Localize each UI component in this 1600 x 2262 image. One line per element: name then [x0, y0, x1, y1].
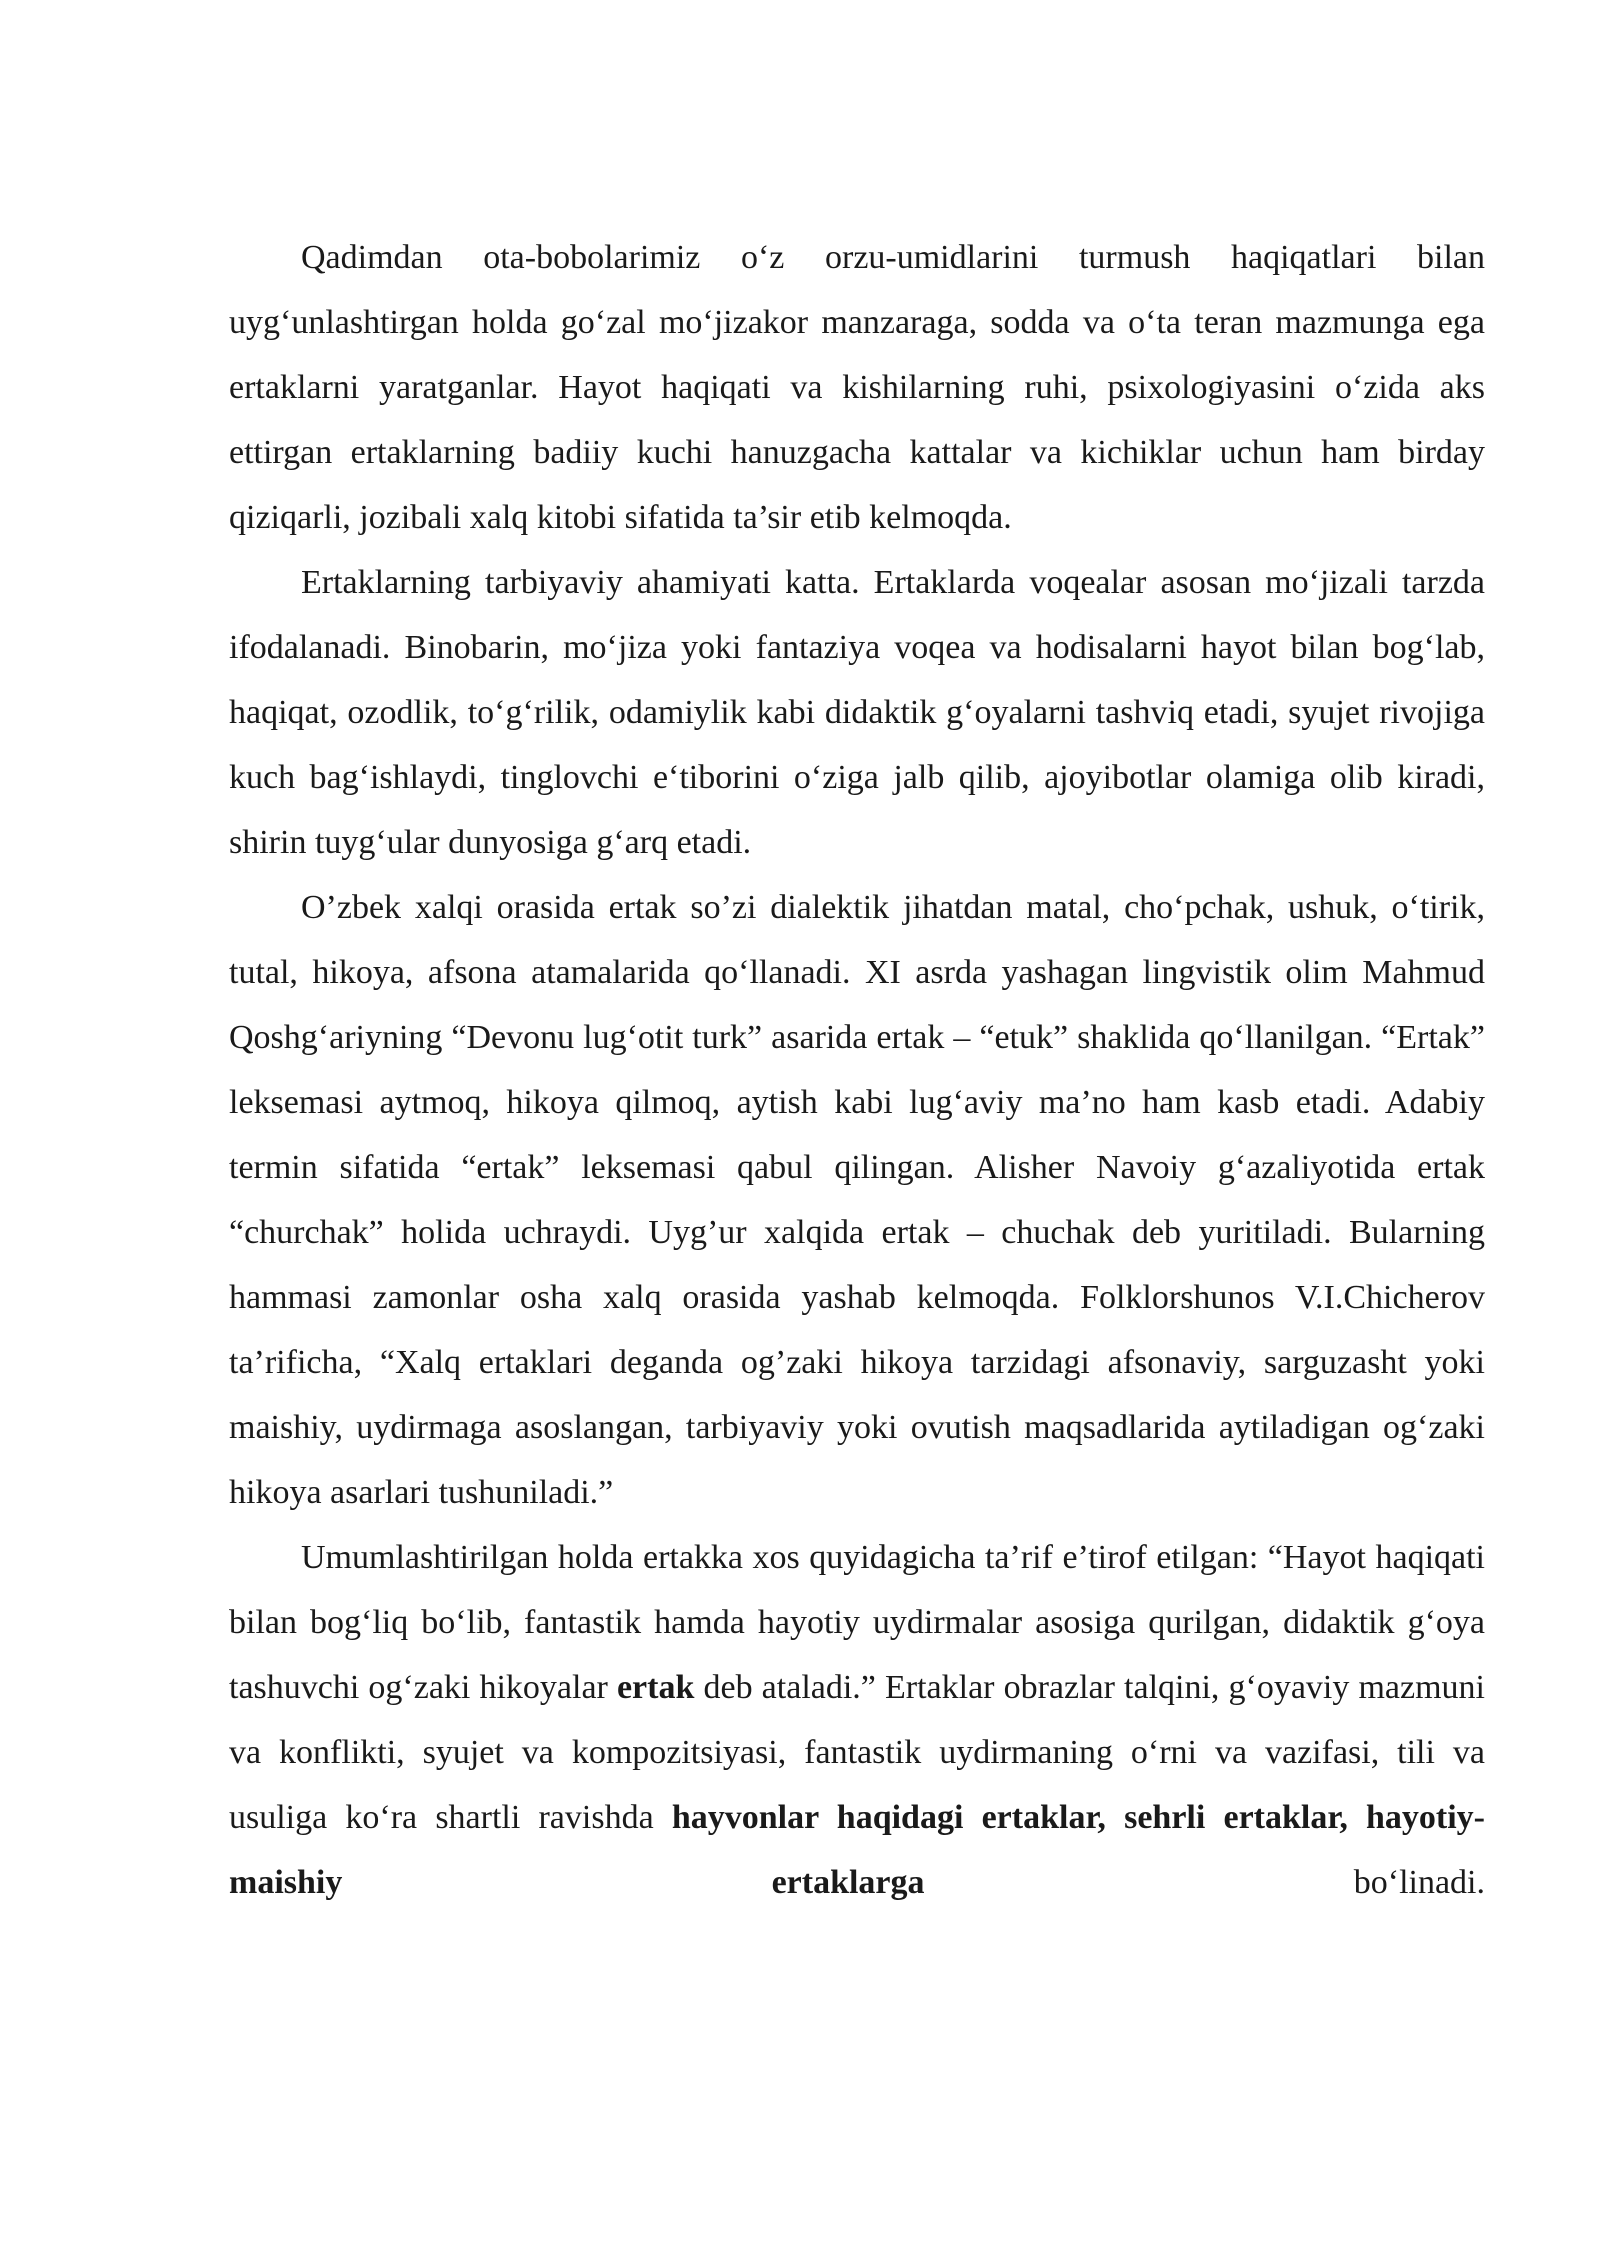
paragraph-1: Qadimdan ota-bobolarimiz o‘z orzu-umidlarini turmush haqiqatlari bilan uyg‘unlashtirgan holda go‘zal mo‘jizakor manzaraga, sodda va o‘ta teran mazmunga ega ertaklarni yaratganlar. Hayot haqiqati va kishilarning ruhi, psixologiyasini o‘zida aks ettirgan ertaklarning badiiy kuchi hanuzgacha kattalar va kichiklar uchun ham birday qiziqarli, jozibali xalq kitobi sifatida ta’sir etib kelmoqda.: [229, 239, 1485, 536]
paragraph-4-text-2: deb ataladi.” Ertaklar obrazlar talqini, g‘oyaviy mazmuni va konflikti, syujet va kompozitsiyasi, fantastik uydirmaning o‘rni va vazifasi, tili va usuliga ko‘ra shartli ravishda: [229, 1669, 1486, 1836]
bold-term-ertak: ertak: [616, 1669, 695, 1706]
document-page: [229, 225, 1485, 1915]
bold-term-categories: hayvonlar haqidagi ertaklar, sehrli ertaklar, hayotiy-maishiy ertaklarga: [229, 1799, 1486, 1901]
paragraph-2: Ertaklarning tarbiyaviy ahamiyati katta. Ertaklarda voqealar asosan mo‘jizali tarzda ifodalanadi. Binobarin, mo‘jiza yoki fantaziya voqea va hodisalarni hayot bilan bog‘lab, haqiqat, ozodlik, to‘g‘rilik, odamiylik kabi didaktik g‘oyalarni tashviq etadi, syujet rivojiga kuch bag‘ishlaydi, tinglovchi e‘tiborini o‘ziga jalb qilib, ajoyibotlar olamiga olib kiradi, shirin tuyg‘ular dunyosiga g‘arq etadi.: [229, 564, 1485, 861]
paragraph-3: O’zbek xalqi orasida ertak so’zi dialektik jihatdan matal, cho‘pchak, ushuk, o‘tirik, tutal, hikoya, afsona atamalarida qo‘llanadi. XI asrda yashagan lingvistik olim Mahmud Qoshg‘ariyning “Devonu lug‘otit turk” asarida ertak – “etuk” shaklida qo‘llanilgan. “Ertak” leksemasi aytmoq, hikoya qilmoq, aytish kabi lug‘aviy ma’no ham kasb etadi. Adabiy termin sifatida “ertak” leksemasi qabul qilingan. Alisher Navoiy g‘azaliyotida ertak “churchak” holida uchraydi. Uyg’ur xalqida ertak – chuchak deb yuritiladi. Bularning hammasi zamonlar osha xalq orasida yashab kelmoqda. Folklorshunos V.I.Chicherov ta’rificha, “Xalq ertaklari deganda og’zaki hikoya tarzidagi afsonaviy, sarguzasht yoki maishiy, uydirmaga asoslangan, tarbiyaviy yoki ovutish maqsadlarida aytiladigan og‘zaki hikoya asarlari tushuniladi.”: [229, 889, 1485, 1511]
paragraph-4-text-1: Umumlashtirilgan holda ertakka xos quyidagicha ta’rif e’tirof etilgan: “Hayot haqiqati bilan bog‘liq bo‘lib, fantastik hamda hayotiy uydirmalar asosiga qurilgan, didaktik g‘oya tashuvchi og‘zaki hikoyalar: [229, 1539, 1485, 1706]
paragraph-4-text-3: bo‘linadi.: [924, 1864, 1485, 1901]
paragraph-4: [229, 1525, 1485, 1915]
